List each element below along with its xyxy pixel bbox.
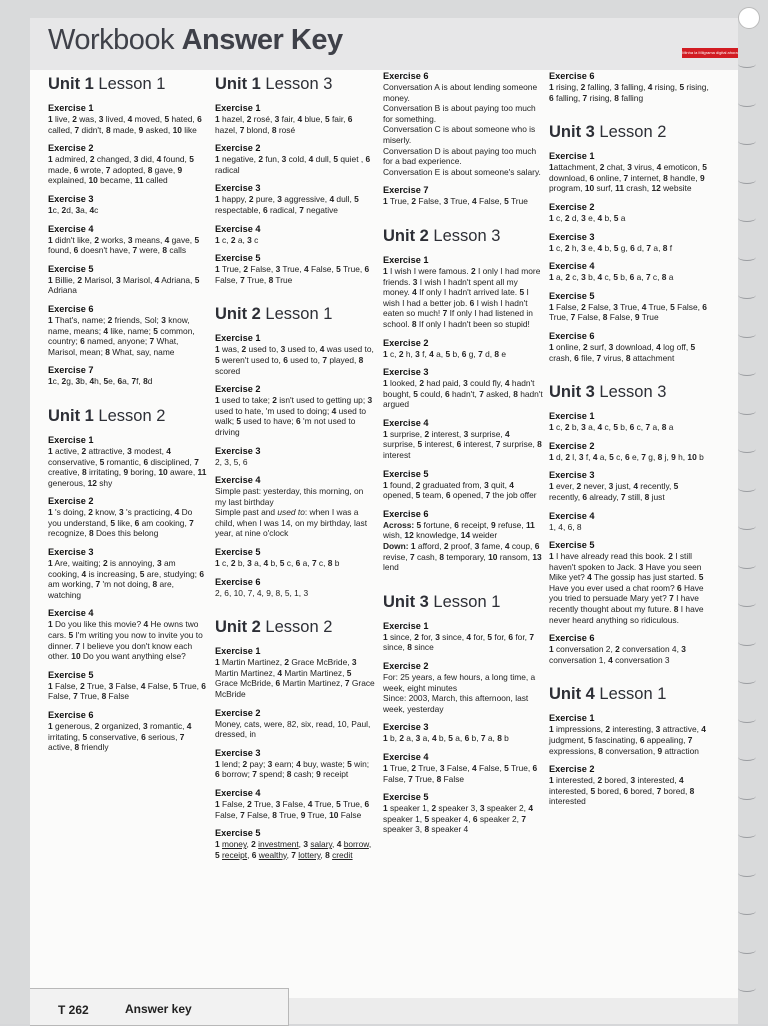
unit-label: Unit 2 bbox=[215, 618, 266, 637]
exercise-block bbox=[215, 474, 375, 539]
exercise-answers: 1 False, 2 False, 3 True, 4 True, 5 False, 6 True, 7 False, 8 False, 9 True bbox=[549, 301, 707, 323]
exercise-block bbox=[549, 539, 709, 625]
exercise-answers: 1 's doing, 2 know, 3 's practicing, 4 Do you understand, 5 like, 6 am cooking, 7 recognize, 8 Does this belong bbox=[48, 507, 194, 539]
exercise-block bbox=[549, 510, 709, 533]
exercise-answers: 1c, 2d, 3a, 4c bbox=[48, 204, 99, 215]
exercise-answers: 1 Billie, 2 Marisol, 3 Marisol, 4 Adriana, 5 Adriana bbox=[48, 274, 200, 296]
binder-ring-icon bbox=[738, 869, 756, 877]
section-spacer bbox=[549, 370, 709, 378]
unit-lesson-heading bbox=[383, 592, 543, 612]
exercise-answers: 1 impressions, 2 interesting, 3 attractive, 4 judgment, 5 fascinating, 6 appealing, 7 expressions, 8 conversation, 9 attraction bbox=[549, 724, 706, 756]
binder-ring-icon bbox=[738, 715, 756, 723]
exercise-title: Exercise 4 bbox=[48, 223, 94, 234]
lesson-label: Lesson 2 bbox=[599, 123, 667, 142]
exercise-answers: For: 25 years, a few hours, a long time, a week, eight minutes Since: 2003, March, this afternoon, last week, yesterday bbox=[383, 672, 536, 714]
unit-lesson-heading bbox=[549, 684, 709, 704]
exercise-block bbox=[48, 546, 208, 600]
exercise-answers: 1c, 2g, 3b, 4h, 5e, 6a, 7f, 8d bbox=[48, 376, 153, 387]
title-light: Workbook bbox=[48, 24, 182, 56]
exercise-block bbox=[48, 434, 208, 488]
binder-ring-icon bbox=[738, 214, 756, 222]
lesson-label: Lesson 3 bbox=[265, 75, 333, 93]
exercise-block bbox=[549, 712, 709, 756]
binder-ring-icon bbox=[738, 60, 756, 68]
exercise-title: Exercise 3 bbox=[48, 547, 94, 558]
exercise-block bbox=[48, 495, 208, 539]
exercise-block bbox=[549, 440, 709, 463]
exercise-title: Exercise 1 bbox=[215, 103, 261, 113]
exercise-block bbox=[383, 721, 543, 744]
exercise-answers: 1 hazel, 2 rosé, 3 fair, 4 blue, 5 fair, 6 hazel, 7 blond, 8 rosé bbox=[215, 114, 353, 135]
lesson-label: Lesson 1 bbox=[599, 685, 667, 704]
exercise-title: Exercise 3 bbox=[48, 193, 94, 204]
unit-label: Unit 2 bbox=[215, 305, 266, 324]
exercise-block bbox=[383, 337, 543, 360]
exercise-title: Exercise 7 bbox=[48, 365, 94, 376]
exercise-title: Exercise 6 bbox=[215, 576, 261, 587]
exercise-answers: 1 I have already read this book. 2 I still haven't spoken to Jack. 3 Have you seen Mike yet? 4 The gossip has just started. 5 Have you ever used a chat room? 6 Have you tried to persuade Mary yet? 7 I have recently thought about my future. 8 I have never heard anything so ridiculous. bbox=[549, 551, 704, 625]
column-3 bbox=[383, 70, 543, 842]
binder-ring-icon bbox=[738, 407, 756, 415]
exercise-block bbox=[215, 332, 375, 376]
exercise-block bbox=[549, 290, 709, 323]
exercise-block bbox=[48, 102, 208, 135]
exercise-answers: 1 True, 2 True, 3 False, 4 False, 5 True, 6 False, 7 True, 8 False bbox=[383, 762, 538, 784]
exercise-block bbox=[549, 763, 709, 807]
exercise-title: Exercise 6 bbox=[549, 633, 595, 644]
exercise-answers: 1 conversation 2, 2 conversation 4, 3 conversation 1, 4 conversation 3 bbox=[549, 644, 686, 665]
exercise-title: Exercise 4 bbox=[215, 475, 261, 486]
exercise-block bbox=[48, 193, 208, 216]
section-spacer bbox=[215, 605, 375, 613]
exercise-block bbox=[48, 303, 208, 357]
exercise-block bbox=[215, 383, 375, 437]
binder-ring-icon bbox=[738, 561, 756, 569]
column-1 bbox=[48, 70, 208, 760]
unit-lesson-heading bbox=[215, 304, 375, 324]
exercise-title: Exercise 2 bbox=[549, 764, 595, 775]
exercise-answers: 1 c, 2 b, 3 a, 4 b, 5 c, 6 a, 7 c, 8 b bbox=[215, 558, 340, 569]
exercise-answers: 1 c, 2 d, 3 e, 4 b, 5 a bbox=[549, 212, 626, 223]
lesson-label: Lesson 1 bbox=[265, 305, 333, 324]
binder-ring-icon bbox=[738, 946, 756, 954]
exercise-answers: 1 generous, 2 organized, 3 romantic, 4 irritating, 5 conservative, 6 serious, 7 active, 8 friendly bbox=[48, 721, 192, 753]
exercise-block bbox=[549, 410, 709, 433]
exercise-title: Exercise 2 bbox=[549, 440, 595, 451]
exercise-block bbox=[383, 417, 543, 461]
unit-label: Unit 4 bbox=[549, 685, 600, 704]
exercise-answers: 2, 6, 10, 7, 4, 9, 8, 5, 1, 3 bbox=[215, 587, 309, 598]
exercise-answers: 1 ever, 2 never, 3 just, 4 recently, 5 recently, 6 already, 7 still, 8 just bbox=[549, 481, 679, 502]
exercise-block bbox=[383, 254, 543, 330]
unit-label: Unit 3 bbox=[383, 592, 434, 611]
lesson-label: Lesson 2 bbox=[265, 618, 333, 637]
exercise-answers: 1 money, 2 investment, 3 salary, 4 borrow, 5 receipt, 6 wealthy, 7 lottery, 8 credit bbox=[215, 839, 372, 860]
exercise-title: Exercise 4 bbox=[383, 751, 429, 762]
exercise-answers: 1 I wish I were famous. 2 I only I had more friends. 3 I wish I hadn't spent all my money. 4 If only I hadn't arrived late. 5 I wish I had a better job. 6 I wish I hadn't eaten so much! 7 If only I had listened in school. 8 If only I hadn't been so stupid! bbox=[383, 265, 541, 329]
footer-label: Answer key bbox=[125, 1002, 192, 1016]
exercise-title: Exercise 1 bbox=[549, 151, 595, 162]
exercise-title: Exercise 3 bbox=[215, 445, 261, 456]
binder-ring-icon bbox=[738, 137, 756, 145]
exercise-answers: 1 False, 2 True, 3 False, 4 False, 5 True, 6 False, 7 True, 8 False bbox=[48, 680, 206, 702]
exercise-title: Exercise 4 bbox=[48, 608, 94, 619]
exercise-answers: 1 c, 2 h, 3 e, 4 b, 5 g, 6 d, 7 a, 8 f bbox=[549, 242, 673, 253]
exercise-block bbox=[215, 445, 375, 468]
exercise-title: Exercise 4 bbox=[215, 223, 261, 234]
lesson-label: Lesson 3 bbox=[599, 383, 667, 402]
exercise-block bbox=[383, 660, 543, 714]
unit-label: Unit 2 bbox=[383, 226, 434, 245]
exercise-answers: 1attachment, 2 chat, 3 virus, 4 emoticon, 5 download, 6 online, 7 internet, 8 handle, 9 program, 10 surf, 11 crash, 12 website bbox=[549, 162, 707, 194]
exercise-title: Exercise 3 bbox=[215, 747, 261, 758]
exercise-block bbox=[215, 645, 375, 699]
binder-ring-icon bbox=[738, 676, 756, 684]
exercise-block bbox=[383, 791, 543, 835]
exercise-title: Exercise 2 bbox=[215, 143, 261, 154]
exercise-block bbox=[48, 364, 208, 387]
binder-ring-icon bbox=[738, 291, 756, 299]
exercise-answers: 1 Are, waiting; 2 is annoying, 3 am cooking, 4 is increasing, 5 are, studying; 6 am working, 7 'm not doing, 8 are, watching bbox=[48, 558, 205, 600]
exercise-block bbox=[549, 632, 709, 665]
exercise-title: Exercise 1 bbox=[215, 333, 261, 344]
exercise-answers: 1 found, 2 graduated from, 3 quit, 4 opened, 5 team, 6 opened, 7 the job offer bbox=[383, 479, 537, 501]
unit-lesson-heading bbox=[215, 74, 375, 94]
exercise-title: Exercise 6 bbox=[549, 71, 595, 81]
exercise-title: Exercise 4 bbox=[215, 788, 261, 798]
exercise-block bbox=[215, 182, 375, 215]
exercise-answers: 1 True, 2 False, 3 True, 4 False, 5 True bbox=[383, 196, 528, 207]
binder-ring-icon bbox=[738, 792, 756, 800]
exercise-answers: 1 c, 2 a, 3 c bbox=[215, 234, 259, 245]
exercise-title: Exercise 5 bbox=[549, 290, 595, 301]
exercise-title: Exercise 2 bbox=[383, 337, 429, 348]
unit-lesson-heading bbox=[48, 74, 208, 94]
binder-ring-icon bbox=[738, 830, 756, 838]
exercise-block bbox=[383, 508, 543, 573]
lesson-label: Lesson 2 bbox=[98, 406, 166, 425]
column-4 bbox=[549, 70, 709, 814]
exercise-answers: 1 rising, 2 falling, 3 falling, 4 rising, 5 rising, 6 falling, 7 rising, 8 falling bbox=[549, 82, 709, 103]
exercise-title: Exercise 1 bbox=[549, 713, 595, 724]
column-2 bbox=[215, 70, 375, 867]
binder-ring-icon bbox=[738, 368, 756, 376]
exercise-title: Exercise 1 bbox=[383, 254, 429, 265]
exercise-title: Exercise 6 bbox=[383, 508, 429, 519]
exercise-block bbox=[383, 751, 543, 784]
binder-ring-icon bbox=[738, 176, 756, 184]
unit-lesson-heading bbox=[549, 122, 709, 142]
exercise-answers: 1 c, 2 h, 3 f, 4 a, 5 b, 6 g, 7 d, 8 e bbox=[383, 348, 507, 359]
red-badge: Minha la Milgrama digital ahora bbox=[682, 48, 738, 58]
section-spacer bbox=[383, 580, 543, 588]
lesson-label: Lesson 1 bbox=[433, 592, 501, 611]
exercise-block bbox=[48, 607, 208, 661]
exercise-block bbox=[549, 231, 709, 254]
binder-ring-icon bbox=[738, 753, 756, 761]
lesson-label: Lesson 3 bbox=[433, 226, 501, 245]
exercise-title: Exercise 6 bbox=[383, 71, 429, 81]
exercise-block bbox=[215, 142, 375, 175]
exercise-answers: 1 online, 2 surf, 3 download, 4 log off, 5 crash, 6 file, 7 virus, 8 attachment bbox=[549, 341, 696, 363]
page-number: T 262 bbox=[58, 1003, 89, 1017]
binder-ring-icon bbox=[738, 99, 756, 107]
unit-label: Unit 1 bbox=[215, 75, 266, 93]
binder-ring-icon bbox=[738, 984, 756, 992]
lesson-label: Lesson 1 bbox=[98, 75, 166, 93]
exercise-title: Exercise 6 bbox=[549, 330, 595, 341]
binder-ring-icon bbox=[738, 445, 756, 453]
exercise-block bbox=[383, 468, 543, 501]
exercise-answers: 1 admired, 2 changed, 3 did, 4 found, 5 made, 6 wrote, 7 adopted, 8 gave, 9 explained, 10 became, 11 called bbox=[48, 154, 194, 186]
exercise-block bbox=[215, 827, 375, 860]
binder-ring-icon bbox=[738, 638, 756, 646]
exercise-title: Exercise 3 bbox=[383, 722, 429, 733]
exercise-block bbox=[383, 620, 543, 653]
section-spacer bbox=[549, 672, 709, 680]
exercise-answers: 1 True, 2 False, 3 True, 4 False, 5 True, 6 False, 7 True, 8 True bbox=[215, 264, 370, 285]
exercise-block bbox=[549, 70, 709, 103]
exercise-answers: 1 active, 2 attractive, 3 modest, 4 conservative, 5 romantic, 6 disciplined, 7 creative, 8 irritating, 9 boring, 10 aware, 11 generous, 12 shy bbox=[48, 445, 207, 488]
unit-lesson-heading bbox=[48, 406, 208, 426]
exercise-title: Exercise 1 bbox=[383, 620, 429, 631]
exercise-answers: 1 used to take; 2 isn't used to getting up; 3 used to hate, 'm used to doing; 4 used to walk; 5 used to have; 6 'm not used to driving bbox=[215, 395, 373, 437]
binder-ring-icon bbox=[738, 330, 756, 338]
exercise-block bbox=[383, 184, 543, 207]
exercise-title: Exercise 2 bbox=[215, 707, 261, 718]
exercise-answers: Simple past: yesterday, this morning, on my last birthday Simple past and used to: when I was a child, when I was 14, on my birthday, last year, at nine o'clock bbox=[215, 486, 368, 539]
section-spacer bbox=[215, 292, 375, 300]
exercise-block bbox=[215, 707, 375, 740]
unit-label: Unit 1 bbox=[48, 406, 99, 425]
exercise-block bbox=[215, 223, 375, 246]
exercise-block bbox=[215, 787, 375, 820]
exercise-title: Exercise 3 bbox=[215, 183, 261, 194]
exercise-answers: 1 b, 2 a, 3 a, 4 b, 5 a, 6 b, 7 a, 8 b bbox=[383, 733, 509, 744]
exercise-answers: 2, 3, 5, 6 bbox=[215, 456, 248, 467]
exercise-block bbox=[383, 70, 543, 177]
exercise-block bbox=[48, 263, 208, 296]
exercise-block bbox=[215, 747, 375, 780]
exercise-title: Exercise 2 bbox=[48, 143, 94, 154]
exercise-answers: 1 c, 2 b, 3 a, 4 c, 5 b, 6 c, 7 a, 8 a bbox=[549, 422, 674, 433]
exercise-answers: 1 That's, name; 2 friends, Sol; 3 know, name, means; 4 like, name; 5 common, country; 6 named, anyone; 7 What, Marisol, mean; 8 What, say, name bbox=[48, 314, 195, 357]
unit-lesson-heading bbox=[383, 226, 543, 246]
exercise-title: Exercise 4 bbox=[383, 417, 429, 428]
exercise-block bbox=[48, 223, 208, 256]
exercise-block bbox=[48, 709, 208, 753]
binder-ring-icon bbox=[738, 522, 756, 530]
exercise-answers: 1 live, 2 was, 3 lived, 4 moved, 5 hated, 6 called, 7 didn't, 8 made, 9 asked, 10 like bbox=[48, 114, 202, 135]
exercise-block bbox=[549, 469, 709, 502]
exercise-title: Exercise 5 bbox=[383, 792, 429, 803]
exercise-title: Exercise 1 bbox=[215, 646, 261, 657]
exercise-block bbox=[215, 102, 375, 135]
exercise-title: Exercise 6 bbox=[48, 710, 94, 720]
exercise-title: Exercise 3 bbox=[549, 470, 595, 481]
exercise-block bbox=[549, 150, 709, 194]
exercise-title: Exercise 2 bbox=[48, 496, 94, 507]
exercise-block bbox=[549, 330, 709, 363]
exercise-block bbox=[549, 201, 709, 224]
exercise-title: Exercise 5 bbox=[383, 468, 429, 479]
exercise-title: Exercise 7 bbox=[383, 185, 429, 196]
exercise-answers: 1 False, 2 True, 3 False, 4 True, 5 True, 6 False, 7 False, 8 True, 9 True, 10 False bbox=[215, 799, 370, 820]
exercise-title: Exercise 1 bbox=[48, 103, 94, 113]
binder-ring-icon bbox=[738, 484, 756, 492]
exercise-answers: 1 didn't like, 2 works, 3 means, 4 gave, 5 found, 6 doesn't have, 7 were, 8 calls bbox=[48, 234, 200, 256]
title-bold: Answer Key bbox=[181, 24, 343, 56]
exercise-answers: 1, 4, 6, 8 bbox=[549, 521, 582, 532]
exercise-title: Exercise 5 bbox=[215, 828, 261, 839]
unit-label: Unit 1 bbox=[48, 75, 99, 93]
exercise-title: Exercise 3 bbox=[383, 367, 429, 378]
exercise-block bbox=[48, 669, 208, 702]
exercise-answers: 1 Do you like this movie? 4 He owns two cars. 5 I'm writing you now to invite you to dinner. 7 I believe you don't know each other. 10 Do you want anything else? bbox=[48, 619, 203, 662]
exercise-answers: 1 interested, 2 bored, 3 interested, 4 interested, 5 bored, 6 bored, 7 bored, 8 interested bbox=[549, 775, 695, 807]
exercise-title: Exercise 5 bbox=[48, 263, 94, 274]
exercise-title: Exercise 5 bbox=[215, 547, 261, 558]
exercise-title: Exercise 1 bbox=[549, 411, 595, 422]
section-spacer bbox=[48, 394, 208, 402]
exercise-title: Exercise 6 bbox=[48, 303, 94, 314]
exercise-block bbox=[215, 252, 375, 285]
exercise-title: Exercise 1 bbox=[48, 434, 94, 445]
exercise-block bbox=[215, 546, 375, 569]
exercise-title: Exercise 5 bbox=[215, 253, 261, 264]
exercise-answers: Money, cats, were, 82, six, read, 10, Paul, dressed, in bbox=[215, 718, 371, 740]
exercise-block bbox=[215, 576, 375, 599]
exercise-answers: 1 negative, 2 fun, 3 cold, 4 dull, 5 quiet , 6 radical bbox=[215, 154, 371, 175]
page-title bbox=[48, 24, 343, 57]
binder-ring-icon bbox=[738, 907, 756, 915]
exercise-title: Exercise 2 bbox=[383, 661, 429, 671]
exercise-answers: Conversation A is about lending someone money. Conversation B is about paying too much for something. Conversation C is about someone who is miserly. Conversation D is about paying too much for a bad experience. Conversation E is about someone's salary. bbox=[383, 82, 541, 177]
exercise-answers: 1 d, 2 l, 3 f, 4 a, 5 c, 6 e, 7 g, 8 j, 9 h, 10 b bbox=[549, 451, 704, 462]
binder-hole-icon bbox=[738, 7, 760, 29]
exercise-answers: 1 since, 2 for, 3 since, 4 for, 5 for, 6 for, 7 since, 8 since bbox=[383, 631, 534, 653]
unit-label: Unit 3 bbox=[549, 383, 600, 402]
exercise-answers: 1 a, 2 c, 3 b, 4 c, 5 b, 6 a, 7 c, 8 a bbox=[549, 272, 674, 283]
exercise-title: Exercise 5 bbox=[48, 669, 94, 680]
unit-lesson-heading bbox=[549, 382, 709, 402]
exercise-answers: 1 Martin Martinez, 2 Grace McBride, 3 Martin Martinez, 4 Martin Martinez, 5 Grace McBride, 6 Martin Martinez, 7 Grace McBride bbox=[215, 657, 375, 700]
exercise-answers: 1 speaker 1, 2 speaker 3, 3 speaker 2, 4 speaker 1, 5 speaker 4, 6 speaker 2, 7 speaker 3, 8 speaker 4 bbox=[383, 803, 533, 835]
exercise-answers: 1 was, 2 used to, 3 used to, 4 was used to, 5 weren't used to, 6 used to, 7 played, 8 scored bbox=[215, 344, 374, 376]
exercise-title: Exercise 5 bbox=[549, 540, 595, 551]
binder-ring-icon bbox=[738, 599, 756, 607]
exercise-answers: 1 surprise, 2 interest, 3 surprise, 4 surprise, 5 interest, 6 interest, 7 surprise, 8 interest bbox=[383, 428, 542, 461]
exercise-answers: 1 lend; 2 pay; 3 earn; 4 buy, waste; 5 win; 6 borrow; 7 spend; 8 cash; 9 receipt bbox=[215, 758, 370, 780]
exercise-title: Exercise 4 bbox=[549, 510, 595, 521]
exercise-title: Exercise 4 bbox=[549, 261, 595, 272]
exercise-title: Exercise 2 bbox=[215, 384, 261, 395]
exercise-block bbox=[48, 142, 208, 186]
exercise-answers: Across: 5 fortune, 6 receipt, 9 refuse, 11 wish, 12 knowledge, 14 weider Down: 1 afford, 2 proof, 3 fame, 4 coup, 6 revise, 7 cash, 8 temporary, 10 ransom, 13 lend bbox=[383, 519, 542, 573]
exercise-answers: 1 happy, 2 pure, 3 aggressive, 4 dull, 5 respectable, 6 radical, 7 negative bbox=[215, 194, 359, 215]
unit-lesson-heading bbox=[215, 617, 375, 637]
exercise-block bbox=[383, 366, 543, 410]
exercise-answers: 1 looked, 2 had paid, 3 could fly, 4 hadn't bought, 5 could, 6 hadn't, 7 asked, 8 hadn't argued bbox=[383, 378, 543, 410]
section-spacer bbox=[549, 110, 709, 118]
exercise-title: Exercise 2 bbox=[549, 201, 595, 212]
unit-label: Unit 3 bbox=[549, 123, 600, 142]
exercise-title: Exercise 3 bbox=[549, 231, 595, 242]
section-spacer bbox=[383, 214, 543, 222]
binder-ring-icon bbox=[738, 253, 756, 261]
exercise-block bbox=[549, 260, 709, 283]
